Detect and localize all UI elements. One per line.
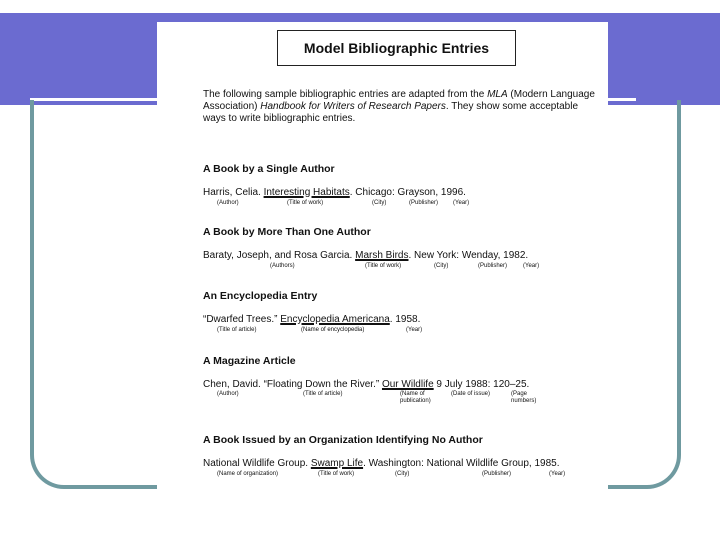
section-heading-magazine: A Magazine Article [203, 355, 296, 367]
entry-title-underlined: Interesting Habitats [263, 187, 350, 198]
label-year: (Year) [406, 327, 423, 333]
entry-title-underlined: Our Wildlife [381, 379, 434, 390]
label-title: (Title of work) [287, 200, 324, 206]
entry-text: . Washington: National Wildlife Group, 1985. [363, 458, 560, 469]
intro-text-3: . They show some acceptable ways to write bibliographic entries. [203, 101, 578, 124]
intro-mla: MLA [487, 89, 508, 100]
label-page-numbers: (Page numbers) [511, 391, 537, 404]
label-encyclopedia-name: (Name of encyclopedia) [301, 327, 365, 333]
entry-single-author [203, 187, 466, 198]
label-publication-name: (Name of publication) [400, 391, 431, 404]
entry-title-underlined: Encyclopedia Americana [280, 314, 390, 325]
entry-text: “Dwarfed Trees.” [203, 314, 281, 325]
entry-encyclopedia [203, 314, 420, 325]
label-authors: (Authors) [270, 263, 295, 269]
entry-text: Baraty, Joseph, and Rosa Garcia. [203, 250, 356, 261]
entry-title-underlined: Marsh Birds [355, 250, 409, 261]
section-heading-organization: A Book Issued by an Organization Identifying No Author [203, 434, 483, 446]
entry-text: . New York: Wenday, 1982. [408, 250, 529, 261]
label-author: (Author) [217, 391, 239, 397]
label-article-title: (Title of article) [217, 327, 257, 333]
label-title: (Title of work) [365, 263, 402, 269]
section-heading-single-author: A Book by a Single Author [203, 163, 335, 175]
intro-text-2: (Modern Language Association) [203, 89, 595, 112]
entry-title-underlined: Swamp Life [310, 458, 364, 469]
label-year: (Year) [453, 200, 470, 206]
label-city: (City) [434, 263, 449, 269]
label-issue-date: (Date of issue) [451, 391, 491, 397]
intro-paragraph [203, 89, 603, 125]
intro-handbook-title: Handbook for Writers of Research Papers [260, 101, 446, 112]
label-year: (Year) [549, 471, 566, 477]
document-page [157, 22, 608, 490]
entry-organization [203, 458, 559, 469]
entry-magazine [203, 379, 529, 390]
label-publisher: (Publisher) [478, 263, 508, 269]
label-publisher: (Publisher) [482, 471, 512, 477]
label-article-title: (Title of article) [303, 391, 343, 397]
section-heading-multiple-authors: A Book by More Than One Author [203, 226, 371, 238]
entry-multiple-authors [203, 250, 528, 261]
entry-text: 9 July 1988: 120–25. [433, 379, 530, 390]
label-title: (Title of work) [318, 471, 355, 477]
section-heading-encyclopedia: An Encyclopedia Entry [203, 290, 318, 302]
intro-text-1: The following sample bibliographic entries are adapted from the [203, 89, 488, 100]
entry-text: . Chicago: Grayson, 1996. [349, 187, 466, 198]
entry-text: National Wildlife Group. [203, 458, 311, 469]
label-organization-name: (Name of organization) [217, 471, 279, 477]
entry-text: Chen, David. “Floating Down the River.” [203, 379, 382, 390]
entry-text: . 1958. [389, 314, 421, 325]
entry-text: Harris, Celia. [203, 187, 264, 198]
label-publisher: (Publisher) [409, 200, 439, 206]
document-title: Model Bibliographic Entries [277, 30, 516, 66]
label-year: (Year) [523, 263, 540, 269]
label-city: (City) [372, 200, 387, 206]
label-author: (Author) [217, 200, 239, 206]
label-city: (City) [395, 471, 410, 477]
